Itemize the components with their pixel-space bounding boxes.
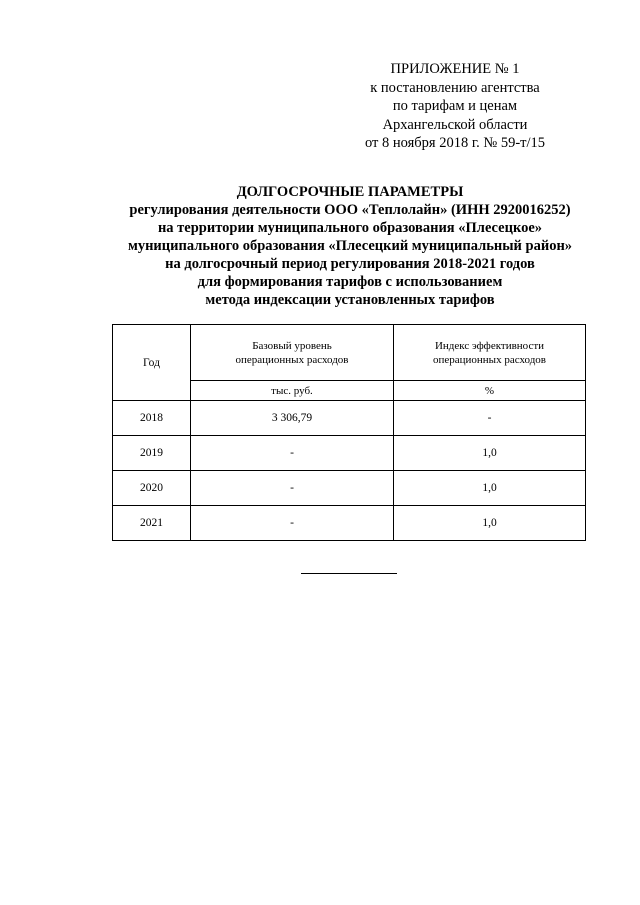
appendix-line: к постановлению агентства: [370, 79, 540, 96]
cell-base-cost: -: [191, 436, 394, 471]
cell-base-cost: -: [191, 471, 394, 506]
cell-year: 2018: [113, 401, 191, 436]
table-header-row: [113, 325, 586, 381]
table-row: [113, 401, 586, 436]
appendix-block: [340, 60, 570, 153]
cell-base-cost: -: [191, 506, 394, 541]
table-row: [113, 436, 586, 471]
header-base-cost: [191, 325, 394, 381]
header-efficiency-index-line: Индекс эффективности: [434, 339, 545, 352]
cell-year: 2019: [113, 436, 191, 471]
appendix-number: ПРИЛОЖЕНИЕ № 1: [390, 61, 520, 77]
document-title: [60, 183, 640, 309]
cell-efficiency-index: -: [394, 401, 586, 436]
title-line: муниципального образования «Плесецкий муниципальный район»: [127, 238, 573, 254]
title-line: на долгосрочный период регулирования 2018-2021 годов: [165, 256, 535, 272]
title-line: на территории муниципального образования «Плесецкое»: [157, 220, 543, 236]
appendix-date-line: от 8 ноября 2018 г. № 59-т/15: [364, 135, 546, 151]
header-year: Год: [113, 325, 191, 401]
header-base-cost-line: операционных расходов: [235, 353, 349, 366]
appendix-line: Архангельской области: [382, 116, 528, 133]
unit-efficiency-index: %: [394, 381, 586, 401]
header-efficiency-index: [394, 325, 586, 381]
title-line: метода индексации установленных тарифов: [205, 292, 495, 308]
cell-year: 2020: [113, 471, 191, 506]
header-efficiency-index-line: операционных расходов: [432, 353, 546, 366]
title-heading: ДОЛГОСРОЧНЫЕ ПАРАМЕТРЫ: [236, 184, 464, 200]
unit-base-cost: тыс. руб.: [191, 381, 394, 401]
cell-year: 2021: [113, 506, 191, 541]
table-row: [113, 506, 586, 541]
table-row: [113, 471, 586, 506]
cell-efficiency-index: 1,0: [394, 471, 586, 506]
parameters-table: [112, 324, 586, 541]
cell-efficiency-index: 1,0: [394, 436, 586, 471]
cell-base-cost: 3 306,79: [191, 401, 394, 436]
title-line: регулирования деятельности ООО «Теплолайн» (ИНН 2920016252): [129, 202, 571, 218]
appendix-line: по тарифам и ценам: [392, 98, 518, 114]
cell-efficiency-index: 1,0: [394, 506, 586, 541]
header-base-cost-line: Базовый уровень: [252, 339, 332, 352]
title-line: для формирования тарифов с использованием: [197, 274, 503, 290]
closing-rule-divider: [301, 573, 397, 574]
